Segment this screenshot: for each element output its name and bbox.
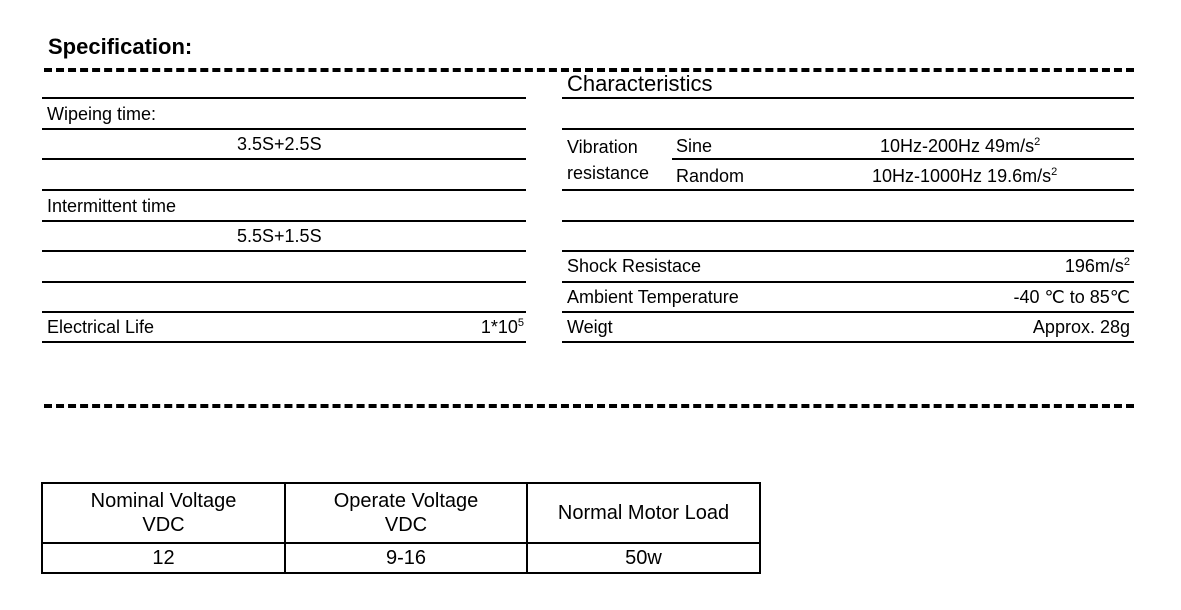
voltage-table-value-row xyxy=(42,543,760,573)
electrical-life-label: Electrical Life xyxy=(47,317,155,337)
right-rule-8 xyxy=(562,341,1134,343)
value-nominal-voltage: 12 xyxy=(42,543,285,573)
vibration-label-line1: Vibration xyxy=(567,137,638,157)
left-rule-4 xyxy=(42,189,526,191)
left-rule-7 xyxy=(42,281,526,283)
header-operate-voltage xyxy=(285,483,527,543)
weight-label: Weigt xyxy=(567,317,613,337)
value-operate-voltage: 9-16 xyxy=(285,543,527,573)
left-rule-8 xyxy=(42,311,526,313)
ambient-temperature-value: -40 ℃ to 85℃ xyxy=(1013,287,1130,307)
ambient-temperature-label: Ambient Temperature xyxy=(567,287,739,307)
shock-resistance-label: Shock Resistace xyxy=(567,256,702,276)
right-rule-7 xyxy=(562,311,1134,313)
header-nominal-voltage-line2: VDC xyxy=(142,514,185,536)
shock-resistance-value: $196m/s^2$ xyxy=(1064,256,1130,276)
value-normal-motor-load: 50w xyxy=(527,543,760,573)
weight-value: Approx. 28g xyxy=(1032,317,1130,337)
header-normal-motor-load xyxy=(527,483,760,543)
bottom-dashed-divider xyxy=(44,404,1134,408)
sine-value: 10Hz-200Hz $49m/s^2$ xyxy=(880,136,1041,156)
left-rule-5 xyxy=(42,220,526,222)
right-rule-3 xyxy=(562,189,1134,191)
left-rule-1 xyxy=(42,97,526,99)
left-rule-3 xyxy=(42,158,526,160)
intermittent-time-label: Intermittent time xyxy=(47,196,177,216)
right-rule-6 xyxy=(562,281,1134,283)
voltage-table xyxy=(41,482,761,574)
sine-label: Sine xyxy=(676,136,713,156)
voltage-table-header-row xyxy=(42,483,760,543)
header-nominal-voltage xyxy=(42,483,285,543)
electrical-life-value: $1*10^5$ xyxy=(480,317,524,337)
left-rule-9 xyxy=(42,341,526,343)
wiping-time-value: 3.5S+2.5S xyxy=(237,134,322,154)
header-normal-motor-load-line1: Normal Motor Load xyxy=(557,502,730,524)
right-rule-2 xyxy=(562,128,1134,130)
header-operate-voltage-line1: Operate Voltage xyxy=(333,490,479,512)
header-operate-voltage-line2: VDC xyxy=(384,514,428,536)
wiping-time-label: Wipeing time: xyxy=(47,104,157,124)
vibration-label-line2: resistance xyxy=(567,163,650,183)
random-label: Random xyxy=(676,166,745,186)
characteristics-heading: Characteristics xyxy=(567,72,716,96)
intermittent-time-value: 5.5S+1.5S xyxy=(237,226,322,246)
right-rule-5 xyxy=(562,250,1134,252)
header-nominal-voltage-line1: Nominal Voltage xyxy=(90,490,237,512)
right-rule-1 xyxy=(562,97,1134,99)
specification-title: Specification: xyxy=(48,34,193,59)
right-rule-4 xyxy=(562,220,1134,222)
left-rule-2 xyxy=(42,128,526,130)
left-rule-6 xyxy=(42,250,526,252)
vibration-inner-rule xyxy=(672,158,1134,160)
random-value: 10Hz-1000Hz $19.6m/s^2$ xyxy=(872,166,1058,186)
